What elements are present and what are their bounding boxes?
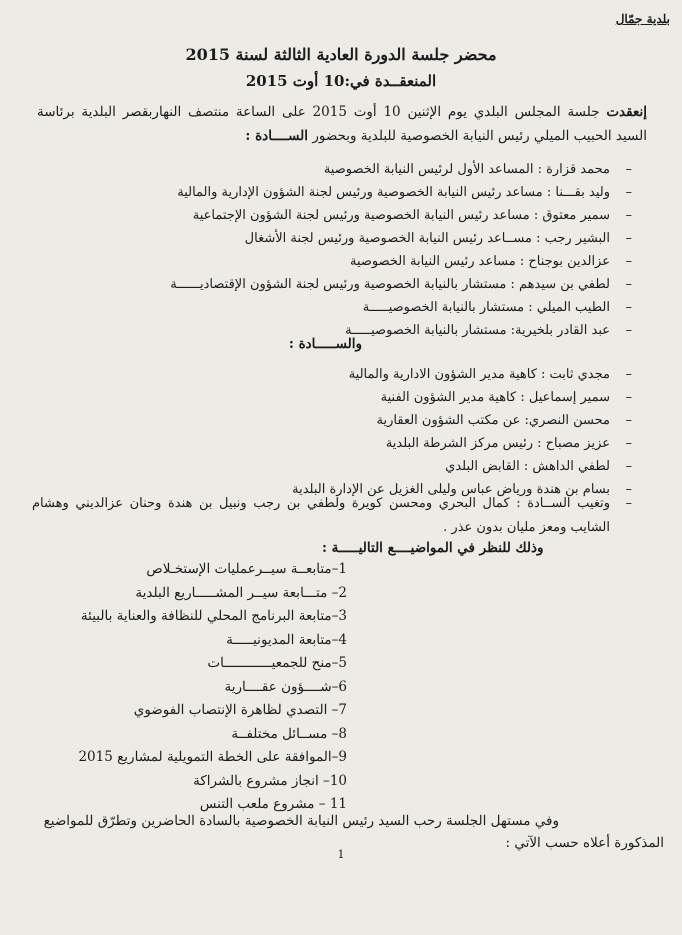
agenda-heading: وذلك للنظر في المواضيــــع التاليـــــة : — [322, 540, 544, 556]
list-item: – البشير رجب : مســاعد رئيس النيابة الخصوصية ورئيس لجنة الأشغال — [244, 231, 632, 246]
staff-heading: والســـــادة : — [288, 336, 362, 352]
list-item: – لطفي بن سيدهم : مستشار بالنيابة الخصوصية ورئيس لجنة الشؤون الإقتصاديــــــة — [170, 277, 632, 292]
list-item: – سمير إسماعيل : كاهية مدير الشؤون الفنية — [380, 390, 632, 405]
closing-line-1: وفي مستهل الجلسة رحب السيد رئيس النيابة الخصوصية بالسادة الحاضرين وتطرّق للمواضيع — [43, 813, 559, 829]
document-title: محضر جلسة الدورة العادية الثالثة لسنة 2015 — [185, 45, 497, 64]
closing-line-2: المذكورة أعلاه حسب الآتي : — [505, 835, 664, 851]
list-item: – عبد القادر بلخيرية: مستشار بالنيابة الخصوصيـــــة — [345, 323, 632, 338]
agenda-item: 3–متابعة البرنامج المحلي للنظافة والعناية بالبيئة — [80, 608, 347, 624]
list-item: – بسام بن هندة ورياض عباس وليلى الغزيل عن الإدارة البلدية — [292, 482, 632, 497]
municipality-name: بلدية جمّال — [615, 12, 670, 26]
list-item: – سمير معتوق : مساعد رئيس النيابة الخصوصية ورئيس لجنة الشؤون الإجتماعية — [192, 208, 632, 223]
agenda-item: 9–الموافقة على الخطة التمويلية لمشاريع 2015 — [78, 749, 347, 765]
agenda-item: 11 – مشروع ملعب التنس — [199, 796, 347, 812]
agenda-item: 1–متابعــة سيــرعمليات الإستخـلاص — [146, 561, 347, 577]
list-item: – وليد بقـــنا : مساعد رئيس النيابة الخصوصية ورئيس لجنة الشؤون الإدارية والمالية — [177, 185, 632, 200]
list-item: – الطيب الميلي : مستشار بالنيابة الخصوصيـــــة — [362, 300, 632, 315]
page-number: 1 — [337, 848, 345, 861]
agenda-item: 4–متابعة المديونيـــــة — [226, 631, 347, 648]
staff-list — [32, 363, 632, 501]
agenda-item: 5–منح للجمعيــــــــــــات — [207, 655, 347, 671]
list-item: – عزالدين بوجناح : مساعد رئيس النيابة الخصوصية — [349, 254, 632, 269]
agenda-item: 8– مســائل مختلفــة — [231, 725, 347, 742]
agenda-item: 10– انجاز مشروع بالشراكة — [193, 772, 347, 789]
absent-paragraph: – وتغيب الســادة : كمال البحري ومحسن كويرة ولطفي بن رجب ونبيل بن هندة وحنان عزالديني وهشام الشايب ومعز مليان بدون عذر . — [32, 492, 632, 540]
intro-attendees-label: الســــادة : — [245, 128, 309, 144]
agenda-item: 6–شــــؤون عقــــارية — [224, 678, 347, 695]
intro-text: جلسة المجلس البلدي يوم الإثنين 10 أوت 2015 على الساعة منتصف النهاربقصر البلدية برئاسة السيد الحبيب الميلي رئيس النيابة الخصوصية للبلدية وبحضور — [37, 104, 647, 144]
list-item: – مجدي ثابت : كاهية مدير الشؤون الادارية والمالية — [348, 367, 632, 382]
list-item: – محمد قزارة : المساعد الأول لرئيس النيابة الخصوصية — [323, 162, 632, 177]
document-subtitle: المنعقــدة في:10 أوت 2015 — [245, 72, 437, 90]
intro-lead: إنعقدت — [606, 104, 647, 120]
intro-paragraph — [37, 100, 647, 148]
agenda-item: 7– التصدي لظاهرة الإنتصاب الفوضوي — [133, 702, 347, 718]
agenda-item: 2– متـــابعة سيــر المشـــــاريع البلدية — [135, 584, 347, 601]
list-item: – عزيز مصباح : رئيس مركز الشرطة البلدية — [385, 436, 632, 451]
list-item: – محسن النصري: عن مكتب الشؤون العقارية — [376, 413, 632, 428]
agenda-list — [47, 558, 347, 817]
list-item: – لطفي الداهش : القابض البلدي — [445, 459, 632, 474]
absent-text: وتغيب الســادة : كمال البحري ومحسن كويرة ولطفي بن رجب ونبيل بن هندة وحنان عزالديني وهشام الشايب ومعز مليان بدون عذر . — [32, 496, 610, 535]
document-title-block — [0, 42, 682, 94]
members-list — [32, 158, 632, 342]
